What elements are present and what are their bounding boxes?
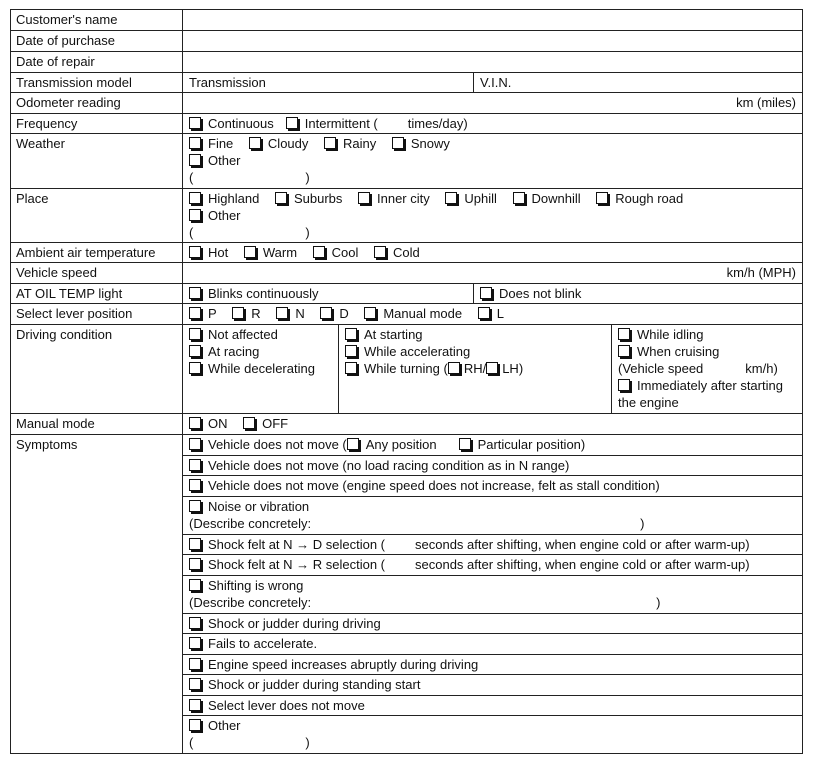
checkbox[interactable] <box>189 328 201 340</box>
symptom-row <box>183 716 802 753</box>
option-label: When cruising <box>637 344 720 359</box>
lever-p-option[interactable] <box>189 305 217 322</box>
row-customer-name <box>11 10 802 31</box>
checkbox[interactable] <box>189 209 201 221</box>
row-select-lever <box>11 304 802 325</box>
weather-snowy-option[interactable] <box>392 135 450 152</box>
paren: ) <box>640 516 645 531</box>
place-inner-city-option[interactable] <box>358 190 430 207</box>
place-label: Place <box>11 189 183 242</box>
symptom-row <box>183 634 802 655</box>
symptom-standing-start-option[interactable] <box>189 677 420 692</box>
option-label: L <box>496 306 504 321</box>
describe-label: (Describe concretely: <box>189 595 312 610</box>
ambient-warm-option[interactable] <box>244 244 297 261</box>
shifting-describe-field[interactable] <box>189 594 802 611</box>
option-label: While turning ( <box>364 361 448 376</box>
option-label: Intermittent ( <box>304 116 378 131</box>
checkbox[interactable] <box>232 307 244 319</box>
ambient-hot-option[interactable] <box>189 244 228 261</box>
option-label: Vehicle does not move ( <box>208 437 347 452</box>
option-label: RH/ <box>463 361 487 376</box>
option-label: Downhill <box>531 191 581 206</box>
diagnostic-form <box>10 9 803 754</box>
transmission-label: Transmission <box>189 75 266 90</box>
checkbox[interactable] <box>486 362 498 374</box>
option-label: Particular position) <box>477 437 586 452</box>
symptom-row <box>183 476 802 497</box>
row-place <box>11 189 802 243</box>
option-label: While idling <box>637 327 704 342</box>
symptom-row <box>183 456 802 476</box>
place-other-option[interactable] <box>189 207 241 224</box>
checkbox[interactable] <box>243 417 255 429</box>
paren: ) <box>305 225 310 240</box>
checkbox[interactable] <box>189 558 201 570</box>
odometer-label: Odometer reading <box>11 93 183 113</box>
checkbox[interactable] <box>459 438 471 450</box>
paren: ( <box>189 225 194 240</box>
option-label: Suburbs <box>293 191 343 206</box>
symptom-noise-option[interactable] <box>189 499 309 514</box>
symptom-shock-nr-option[interactable] <box>189 557 385 572</box>
option-label: Cloudy <box>267 136 309 151</box>
option-label: Snowy <box>410 136 450 151</box>
symptom-no-load-option[interactable] <box>189 458 569 473</box>
symptom-row <box>183 675 802 696</box>
option-label: Not affected <box>208 327 278 342</box>
row-oil-temp <box>11 284 802 304</box>
option-label: Shock felt at N → D selection ( <box>208 537 386 552</box>
speed-unit: km/h (MPH) <box>726 265 796 280</box>
symptom-no-move-option[interactable] <box>189 437 347 452</box>
option-label: Cold <box>393 245 420 260</box>
date-purchase-field[interactable] <box>183 31 802 51</box>
manual-on-option[interactable] <box>189 415 228 432</box>
checkbox[interactable] <box>189 538 201 550</box>
symptom-shifting-wrong-option[interactable] <box>189 578 303 593</box>
row-weather <box>11 134 802 189</box>
checkbox[interactable] <box>189 192 201 204</box>
checkbox[interactable] <box>189 307 201 319</box>
customer-name-field[interactable] <box>183 10 802 30</box>
ambient-cool-option[interactable] <box>313 244 359 261</box>
row-manual-mode <box>11 414 802 435</box>
checkbox[interactable] <box>189 459 201 471</box>
symptom-any-position-option[interactable] <box>347 437 437 452</box>
checkbox[interactable] <box>189 579 201 591</box>
option-label: Other <box>208 208 241 223</box>
checkbox[interactable] <box>513 192 525 204</box>
option-label: Uphill <box>464 191 497 206</box>
driving-turning-option[interactable] <box>345 361 448 376</box>
speed-open: (Vehicle speed <box>618 361 704 376</box>
option-label: While accelerating <box>364 344 471 359</box>
vehicle-speed-label: Vehicle speed <box>11 263 183 283</box>
option-label: Manual mode <box>383 306 463 321</box>
checkbox[interactable] <box>244 246 256 258</box>
driving-idling-option[interactable] <box>618 326 703 343</box>
symptom-particular-position-option[interactable] <box>459 437 586 452</box>
noise-describe-field[interactable] <box>189 515 802 532</box>
row-vehicle-speed <box>11 263 802 284</box>
option-label: Cool <box>331 245 359 260</box>
lever-d-option[interactable] <box>320 305 348 322</box>
checkbox[interactable] <box>364 307 376 319</box>
checkbox[interactable] <box>189 438 201 450</box>
symptoms-label: Symptoms <box>11 435 183 753</box>
checkbox[interactable] <box>618 379 630 391</box>
place-rough-road-option[interactable] <box>596 190 683 207</box>
row-symptoms <box>11 435 802 753</box>
vin-label: V.I.N. <box>480 75 512 90</box>
place-uphill-option[interactable] <box>445 190 497 207</box>
transmission-field[interactable] <box>183 73 474 92</box>
checkbox[interactable] <box>392 137 404 149</box>
weather-other-field[interactable] <box>189 169 802 186</box>
option-label: Shock or judder during driving <box>208 616 381 631</box>
checkbox[interactable] <box>189 417 201 429</box>
lever-r-option[interactable] <box>232 305 260 322</box>
describe-label: (Describe concretely: <box>189 516 312 531</box>
checkbox[interactable] <box>189 345 201 357</box>
checkbox[interactable] <box>345 345 357 357</box>
row-date-repair <box>11 52 802 73</box>
option-label: Select lever does not move <box>208 698 365 713</box>
the-engine-text: the engine <box>618 395 679 410</box>
select-lever-label: Select lever position <box>11 304 183 324</box>
option-label: Does not blink <box>499 286 582 301</box>
paren: ) <box>656 595 661 610</box>
vin-field[interactable] <box>474 73 802 92</box>
driving-at-starting-option[interactable] <box>345 326 423 343</box>
option-label: Continuous <box>208 116 274 131</box>
driving-condition-label: Driving condition <box>11 325 183 413</box>
checkbox[interactable] <box>189 500 201 512</box>
symptom-row <box>183 696 802 716</box>
option-label: Vehicle does not move (no load racing condition as in N range) <box>208 458 570 473</box>
row-ambient <box>11 243 802 263</box>
checkbox[interactable] <box>189 637 201 649</box>
checkbox[interactable] <box>618 328 630 340</box>
checkbox[interactable] <box>345 328 357 340</box>
date-repair-field[interactable] <box>183 52 802 72</box>
checkbox[interactable] <box>320 307 332 319</box>
symptom-row <box>183 655 802 675</box>
odometer-field[interactable] <box>183 93 802 113</box>
row-odometer <box>11 93 802 114</box>
place-other-field[interactable] <box>189 224 802 241</box>
checkbox[interactable] <box>448 362 460 374</box>
checkbox[interactable] <box>358 192 370 204</box>
checkbox[interactable] <box>189 699 201 711</box>
ambient-cold-option[interactable] <box>374 244 420 261</box>
checkbox[interactable] <box>286 117 298 129</box>
checkbox[interactable] <box>189 678 201 690</box>
paren: ) <box>305 170 310 185</box>
lever-n-option[interactable] <box>276 305 304 322</box>
driving-accelerating-option[interactable] <box>345 343 470 360</box>
checkbox[interactable] <box>596 192 608 204</box>
option-label: Warm <box>262 245 298 260</box>
driving-turning-rh-option[interactable] <box>448 361 486 376</box>
frequency-continuous-option[interactable] <box>189 115 274 132</box>
checkbox[interactable] <box>189 479 201 491</box>
option-label: Engine speed increases abruptly during driving <box>208 657 479 672</box>
checkbox[interactable] <box>189 246 201 258</box>
checkbox[interactable] <box>189 617 201 629</box>
paren: ) <box>305 735 310 750</box>
symptom-shock-nd-option[interactable] <box>189 537 385 552</box>
place-suburbs-option[interactable] <box>275 190 342 207</box>
checkbox[interactable] <box>618 345 630 357</box>
checkbox[interactable] <box>189 154 201 166</box>
weather-label: Weather <box>11 134 183 188</box>
speed-unit: km/h) <box>745 361 778 376</box>
checkbox[interactable] <box>478 307 490 319</box>
cruising-speed-field[interactable] <box>618 360 802 377</box>
row-transmission <box>11 73 802 93</box>
symptom-row <box>183 555 802 576</box>
lever-manual-option[interactable] <box>364 305 462 322</box>
symptom-other-field[interactable] <box>189 734 802 751</box>
oil-temp-label: AT OIL TEMP light <box>11 284 183 303</box>
shock-nd-suffix: seconds after shifting, when engine cold or after warm-up) <box>415 537 750 552</box>
vehicle-speed-field[interactable] <box>183 263 802 283</box>
option-label: N <box>295 306 305 321</box>
place-highland-option[interactable] <box>189 190 259 207</box>
paren: ( <box>189 170 194 185</box>
checkbox[interactable] <box>189 658 201 670</box>
option-label: P <box>208 306 217 321</box>
checkbox[interactable] <box>189 362 201 374</box>
option-label: Fine <box>208 136 234 151</box>
ambient-label: Ambient air temperature <box>11 243 183 262</box>
checkbox[interactable] <box>480 287 492 299</box>
transmission-model-label: Transmission model <box>11 73 183 92</box>
option-label: Shifting is wrong <box>208 578 304 593</box>
lever-l-option[interactable] <box>478 305 504 322</box>
frequency-intermittent-option[interactable] <box>286 115 378 132</box>
checkbox[interactable] <box>324 137 336 149</box>
option-label: OFF <box>262 416 289 431</box>
option-label: At racing <box>208 344 260 359</box>
date-repair-label: Date of repair <box>11 52 183 72</box>
driving-not-affected-option[interactable] <box>189 326 278 343</box>
option-label: LH) <box>502 361 524 376</box>
shock-nr-suffix: seconds after shifting, when engine cold or after warm-up) <box>415 557 750 572</box>
option-label: Shock or judder during standing start <box>208 677 421 692</box>
option-label: D <box>339 306 349 321</box>
checkbox[interactable] <box>249 137 261 149</box>
row-date-purchase <box>11 31 802 52</box>
option-label: Other <box>208 153 241 168</box>
option-label: Rough road <box>615 191 684 206</box>
symptom-stall-option[interactable] <box>189 478 660 493</box>
paren: ( <box>189 735 194 750</box>
manual-off-option[interactable] <box>243 415 288 432</box>
symptom-row <box>183 614 802 634</box>
checkbox[interactable] <box>189 117 201 129</box>
oil-temp-blinks-option[interactable] <box>189 285 319 302</box>
option-label: Other <box>208 718 241 733</box>
driving-turning-lh-option[interactable] <box>486 361 523 376</box>
frequency-label: Frequency <box>11 114 183 133</box>
option-label: Inner city <box>377 191 430 206</box>
checkbox[interactable] <box>189 137 201 149</box>
checkbox[interactable] <box>313 246 325 258</box>
option-label: Fails to accelerate. <box>208 636 318 651</box>
weather-fine-option[interactable] <box>189 135 233 152</box>
checkbox[interactable] <box>189 287 201 299</box>
checkbox[interactable] <box>347 438 359 450</box>
checkbox[interactable] <box>374 246 386 258</box>
symptom-row <box>183 535 802 555</box>
checkbox[interactable] <box>445 192 457 204</box>
option-label: R <box>251 306 261 321</box>
symptom-fails-accelerate-option[interactable] <box>189 636 317 651</box>
checkbox[interactable] <box>189 719 201 731</box>
option-label: Highland <box>208 191 260 206</box>
place-downhill-option[interactable] <box>513 190 581 207</box>
row-frequency <box>11 114 802 134</box>
option-label: Rainy <box>343 136 377 151</box>
symptom-row <box>183 576 802 614</box>
driving-decelerating-option[interactable] <box>189 360 315 377</box>
row-driving-condition <box>11 325 802 414</box>
symptom-shock-driving-option[interactable] <box>189 616 381 631</box>
option-label: Noise or vibration <box>208 499 310 514</box>
manual-mode-label: Manual mode <box>11 414 183 434</box>
option-label: Blinks continuously <box>208 286 319 301</box>
driving-immediately-option[interactable] <box>618 378 783 393</box>
option-label: Immediately after starting <box>637 378 783 393</box>
checkbox[interactable] <box>275 192 287 204</box>
option-label: Any position <box>365 437 437 452</box>
checkbox[interactable] <box>345 362 357 374</box>
weather-rainy-option[interactable] <box>324 135 376 152</box>
weather-cloudy-option[interactable] <box>249 135 308 152</box>
symptom-row <box>183 497 802 535</box>
symptom-engine-speed-option[interactable] <box>189 657 478 672</box>
checkbox[interactable] <box>276 307 288 319</box>
times-per-day-label: times/day) <box>407 116 468 131</box>
odometer-unit: km (miles) <box>736 95 796 110</box>
weather-other-option[interactable] <box>189 152 241 169</box>
option-label: Hot <box>208 245 229 260</box>
driving-at-racing-option[interactable] <box>189 343 259 360</box>
option-label: ON <box>208 416 228 431</box>
option-label: Vehicle does not move (engine speed does not increase, felt as stall condition) <box>208 478 660 493</box>
symptom-lever-stuck-option[interactable] <box>189 698 365 713</box>
driving-cruising-option[interactable] <box>618 343 719 360</box>
option-label: At starting <box>364 327 423 342</box>
symptom-other-option[interactable] <box>189 718 241 733</box>
option-label: Shock felt at N → R selection ( <box>208 557 386 572</box>
date-purchase-label: Date of purchase <box>11 31 183 51</box>
symptom-row <box>183 435 802 456</box>
option-label: While decelerating <box>208 361 315 376</box>
customer-name-label: Customer's name <box>11 10 183 30</box>
oil-temp-not-blink-option[interactable] <box>480 285 581 302</box>
